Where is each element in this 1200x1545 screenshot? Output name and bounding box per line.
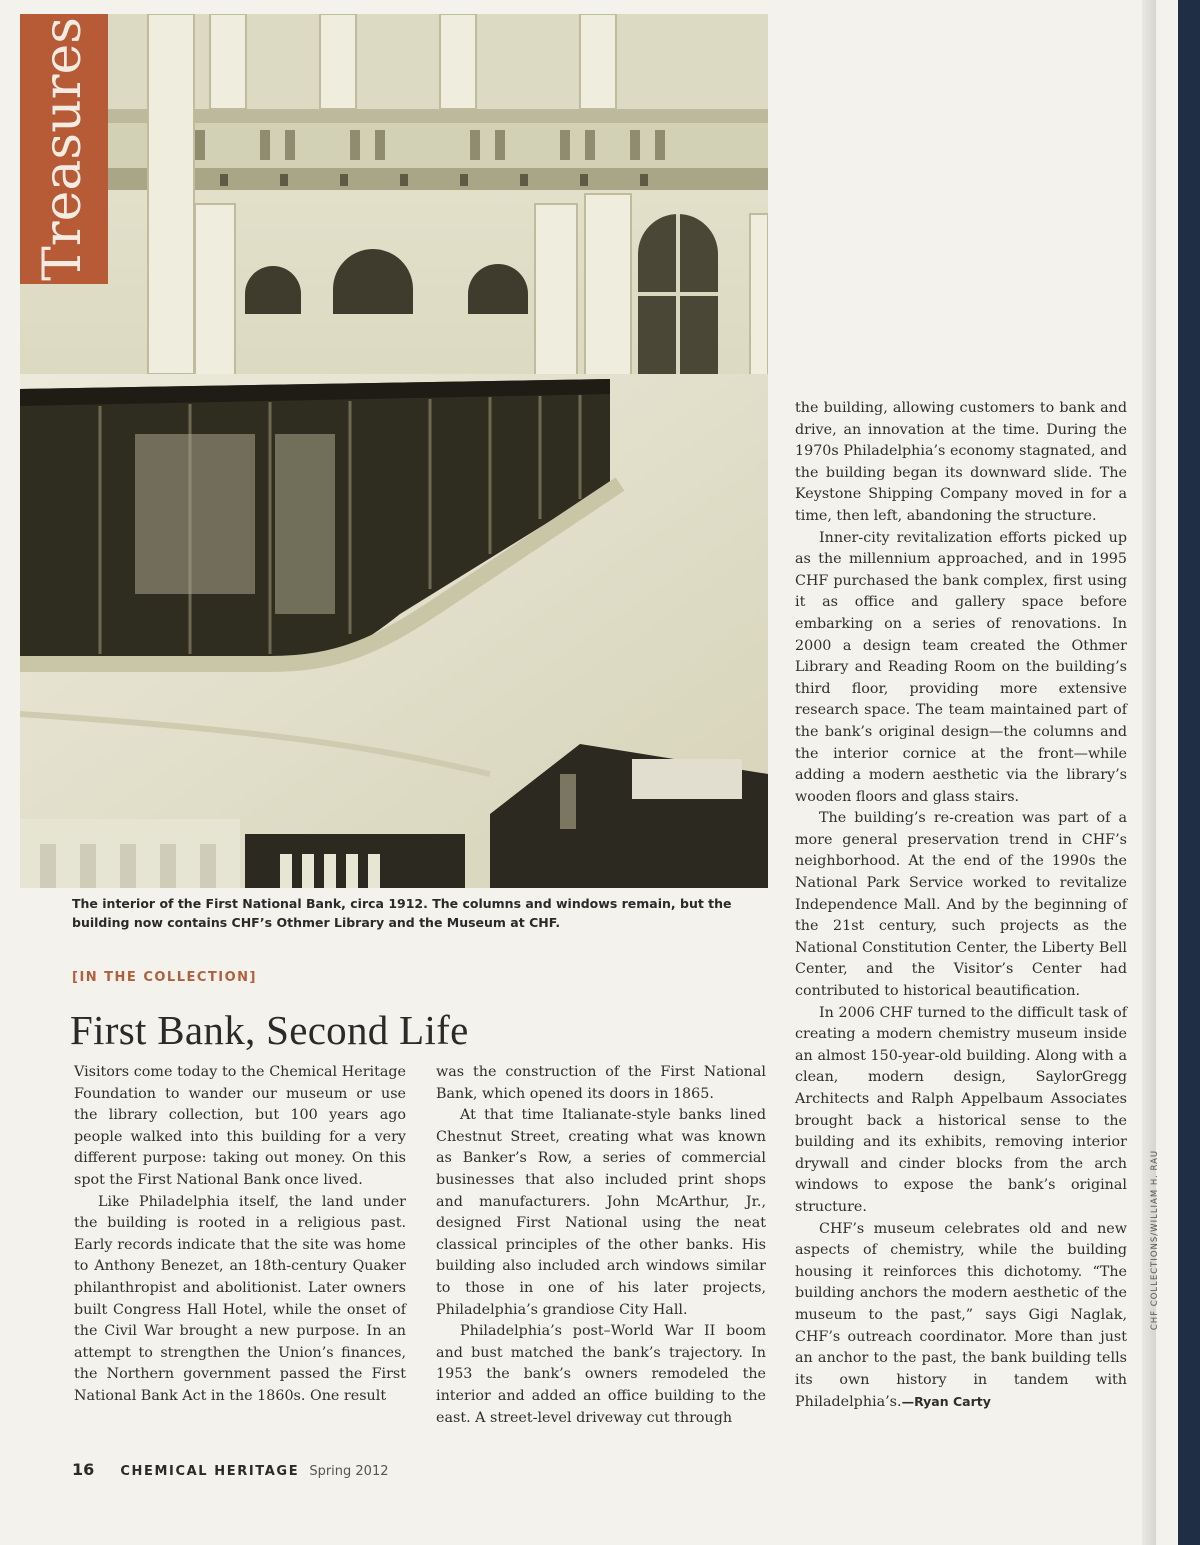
- binding-spine: [1178, 0, 1200, 1545]
- section-kicker: [IN THE COLLECTION]: [72, 970, 257, 985]
- paragraph: Like Philadelphia itself, the land under the building is rooted in a religious past. Early records indicate that the site was home to Anthony Benezet, an 18th-century Quaker philanthropist and abolitionist. Later owners built Congress Hall Hotel, while the onset of the Civil War brought a new purpose. In an attempt to strengthen the Union’s finances, the Northern government passed the First National Bank Act in the 1860s. One result: [74, 1193, 406, 1404]
- issue-date: Spring 2012: [309, 1464, 389, 1479]
- photo-credit: [1148, 1092, 1162, 1392]
- paragraph: In 2006 CHF turned to the difficult task of creating a modern chemistry museum inside an almost 150-year-old building. Along with a clean, modern design, SaylorGregg Architects and Ralph Appelbaum Associates brought back a historical sense to the building and its exhibits, removing interior drywall and cinder blocks from the arch windows to expose the bank’s original structure.: [795, 1004, 1127, 1215]
- paragraph: At that time Italianate-style banks lined Chestnut Street, creating what was known as Banker’s Row, a series of commercial businesses that also included print shops and manufacturers. John McArthur, Jr., designed First National using the neat classical principles of the other banks. His building also included arch windows similar to those in one of his later projects, Philadelphia’s grandiose City Hall.: [436, 1107, 766, 1318]
- article-column-1: [74, 1062, 406, 1408]
- section-tag: [20, 14, 108, 284]
- paragraph: Philadelphia’s post–World War II boom and bust matched the bank’s trajectory. In 1953 the bank’s owners remodeled the interior and added an office building to the east. A street-level driveway cut through: [436, 1323, 766, 1426]
- paragraph: Inner-city revitalization efforts picked up as the millennium approached, and in 1995 CHF purchased the bank complex, first using it as office and gallery space before embarking on a series of renovations. In 2000 a design team created the Othmer Library and Reading Room on the building’s third floor, providing more extensive research space. The team maintained part of the bank’s original design—the columns and the interior cornice at the front—while adding a modern aesthetic via the library’s wooden floors and glass stairs.: [795, 529, 1127, 805]
- page-footer: [72, 1460, 388, 1479]
- paragraph: The building’s re-creation was part of a more general preservation trend in CHF’s neighborhood. At the end of the 1990s the National Park Service worked to revitalize Independence Mall. And by the beginning of the 21st century, such projects as the National Constitution Center, the Liberty Bell Center, and the Visitor’s Center had contributed to historical beautification.: [795, 810, 1127, 1000]
- section-tag-label: Treasures: [33, 17, 93, 281]
- article-column-2: [436, 1062, 766, 1429]
- photo-credit-text: CHF COLLECTIONS/WILLIAM H. RAU: [1150, 1149, 1160, 1331]
- paragraph-text: CHF’s museum celebrates old and new aspects of chemistry, while the building housing it reinforces this dichotomy. “The building anchors the modern aesthetic of the museum to the past,” says Gigi Naglak, CHF’s outreach coordinator. More than just an anchor to the past, the bank building tells its own history in tandem with Philadelphia’s.: [795, 1220, 1127, 1411]
- photo-caption: The interior of the First National Bank, circa 1912. The columns and windows remain, but the building now contains CHF’s Othmer Library and the Museum at CHF.: [72, 896, 732, 930]
- paragraph: the building, allowing customers to bank and drive, an innovation at the time. During the 1970s Philadelphia’s economy stagnated, and the building began its downward slide. The Keystone Shipping Company moved in for a time, then left, abandoning the structure.: [795, 400, 1127, 524]
- page-number: 16: [72, 1460, 95, 1479]
- magazine-title: CHEMICAL HERITAGE: [120, 1464, 300, 1479]
- paragraph: was the construction of the First National Bank, which opened its doors in 1865.: [436, 1064, 766, 1102]
- author-byline: —Ryan Carty: [901, 1394, 991, 1410]
- paragraph: Visitors come today to the Chemical Heritage Foundation to wander our museum or use the library collection, but 100 years ago people walked into this building for a very different purpose: taking out money. On this spot the First National Bank once lived.: [74, 1064, 406, 1188]
- article-column-3: [795, 398, 1127, 1414]
- article-headline: First Bank, Second Life: [70, 1007, 469, 1053]
- bank-interior-photo: [20, 14, 768, 888]
- paragraph: [795, 1219, 1127, 1414]
